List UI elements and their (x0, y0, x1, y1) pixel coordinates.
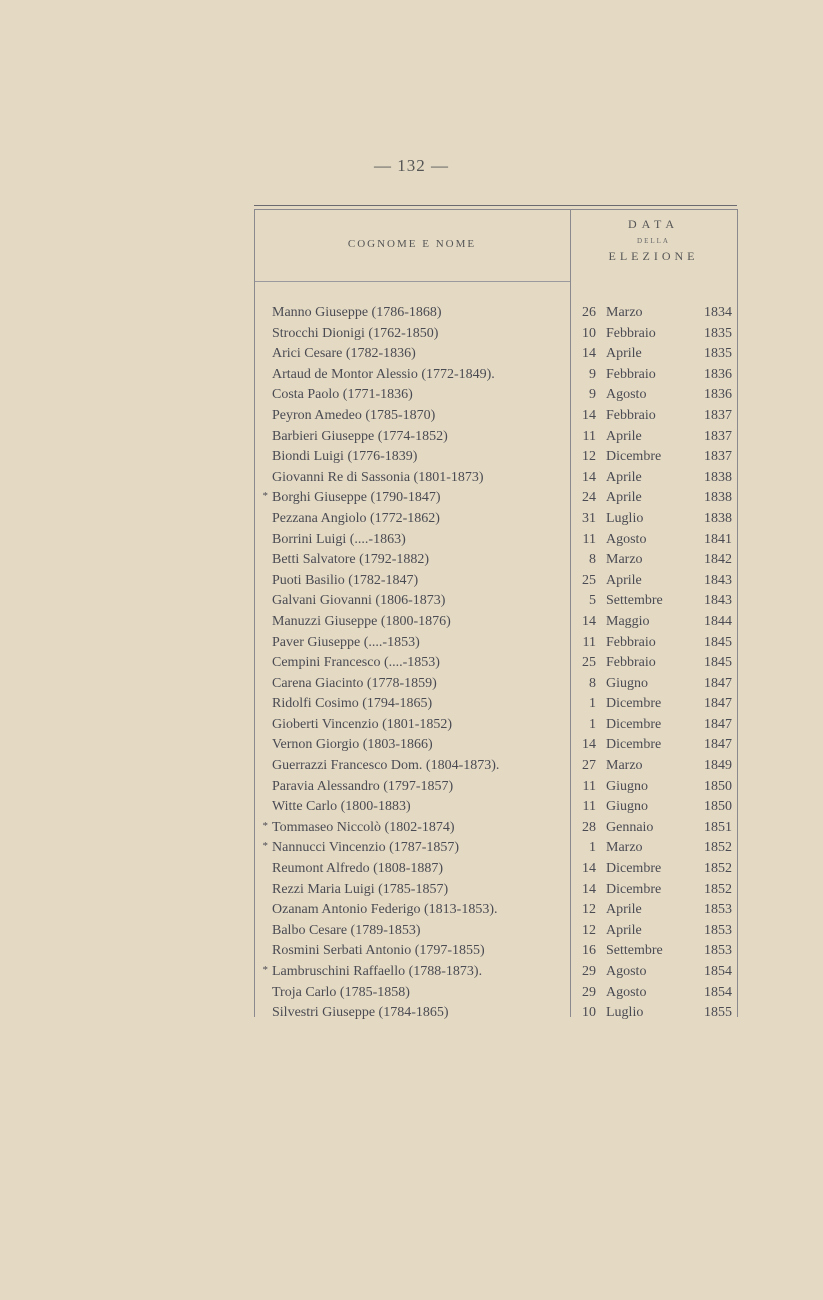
row-month: Dicembre (606, 861, 662, 877)
row-day: 8 (589, 552, 596, 568)
row-month: Giugno (606, 675, 648, 691)
row-year: 1843 (704, 593, 732, 609)
table-row (254, 674, 737, 695)
row-year: 1847 (704, 716, 732, 732)
table-row (254, 715, 737, 736)
row-month: Luglio (606, 510, 644, 526)
table-row (254, 694, 737, 715)
row-day: 14 (582, 407, 596, 423)
row-year: 1850 (704, 778, 732, 794)
table-row (254, 447, 737, 468)
row-month: Agosto (606, 984, 647, 1000)
row-month: Settembre (606, 593, 663, 609)
row-day: 26 (582, 305, 596, 320)
row-name: Ridolfi Cosimo (1794-1865) (272, 696, 433, 712)
row-name: Barbieri Giuseppe (1774-1852) (272, 428, 448, 444)
row-day: 12 (582, 922, 596, 938)
table-row (254, 859, 737, 880)
table-row (254, 571, 737, 592)
table-row (254, 468, 737, 489)
row-name: Puoti Basilio (1782-1847) (272, 572, 419, 588)
table-row (254, 941, 737, 962)
table-row (254, 427, 737, 448)
row-day: 16 (582, 943, 596, 959)
row-year: 1855 (704, 1005, 732, 1021)
row-name: Manno Giuseppe (1786-1868) (272, 305, 442, 320)
row-day: 29 (582, 984, 596, 1000)
row-month: Febbraio (606, 407, 656, 423)
row-name: Carena Giacinto (1778-1859) (272, 675, 437, 691)
row-name: Betti Salvatore (1792-1882) (272, 552, 430, 568)
row-month: Dicembre (606, 881, 662, 897)
row-year: 1842 (704, 552, 732, 568)
row-day: 14 (582, 469, 596, 485)
row-marker: * (262, 840, 268, 853)
row-name: Cempini Francesco (....-1853) (272, 655, 440, 671)
table-row (254, 612, 737, 633)
table-row (254, 900, 737, 921)
row-day: 25 (582, 572, 596, 588)
row-day: 12 (582, 902, 596, 918)
row-month: Febbraio (606, 325, 656, 341)
row-day: 11 (582, 428, 596, 444)
table-row (254, 633, 737, 654)
row-day: 1 (589, 840, 596, 856)
row-year: 1837 (704, 407, 732, 423)
election-table (254, 205, 737, 1021)
row-name: Rosmini Serbati Antonio (1797-1855) (272, 943, 485, 959)
column-rule-right (737, 209, 738, 1017)
table-row (254, 324, 737, 345)
row-day: 14 (582, 613, 596, 629)
row-name: Tommaseo Niccolò (1802-1874) (272, 819, 455, 835)
row-month: Agosto (606, 964, 647, 979)
row-name: Balbo Cesare (1789-1853) (272, 922, 421, 938)
row-day: 31 (582, 510, 596, 526)
table-row (254, 488, 737, 509)
row-name: Strocchi Dionigi (1762-1850) (272, 325, 439, 341)
row-year: 1853 (704, 943, 732, 959)
row-year: 1834 (704, 305, 732, 320)
table-row (254, 818, 737, 839)
row-month: Giugno (606, 799, 648, 815)
row-day: 14 (582, 737, 596, 753)
row-year: 1849 (704, 758, 732, 774)
row-day: 24 (582, 490, 596, 506)
row-year: 1838 (704, 510, 732, 526)
table-row (254, 880, 737, 901)
row-name: Galvani Giovanni (1806-1873) (272, 593, 446, 609)
row-name: Peyron Amedeo (1785-1870) (272, 407, 436, 423)
row-name: Giovanni Re di Sassonia (1801-1873) (272, 469, 484, 485)
row-name: Vernon Giorgio (1803-1866) (272, 737, 433, 753)
row-month: Aprile (606, 490, 642, 506)
row-year: 1854 (704, 984, 732, 1000)
row-marker: * (262, 819, 268, 832)
header-name-column: COGNOME E NOME (347, 238, 477, 250)
row-name: Borrini Luigi (....-1863) (272, 531, 406, 547)
row-month: Dicembre (606, 449, 662, 465)
row-year: 1838 (704, 469, 732, 485)
row-day: 5 (589, 593, 596, 609)
row-name: Rezzi Maria Luigi (1785-1857) (272, 881, 449, 897)
row-month: Agosto (606, 531, 647, 547)
row-name: Artaud de Montor Alessio (1772-1849). (272, 366, 495, 382)
table-top-rule (254, 205, 737, 206)
table-row (254, 1003, 737, 1024)
row-day: 27 (582, 758, 596, 774)
row-day: 11 (582, 778, 596, 794)
table-row (254, 756, 737, 777)
row-year: 1836 (704, 366, 732, 382)
row-name: Costa Paolo (1771-1836) (272, 387, 413, 403)
row-year: 1838 (704, 490, 732, 506)
row-name: Guerrazzi Francesco Dom. (1804-1873). (272, 758, 500, 774)
table-row (254, 735, 737, 756)
row-day: 9 (589, 366, 596, 382)
row-year: 1843 (704, 572, 732, 588)
table-row (254, 777, 737, 798)
row-day: 11 (582, 799, 596, 815)
row-day: 12 (582, 449, 596, 465)
row-year: 1851 (704, 819, 732, 835)
row-day: 8 (589, 675, 596, 691)
table-row (254, 406, 737, 427)
row-name: Ozanam Antonio Federigo (1813-1853). (272, 902, 498, 918)
row-month: Marzo (606, 758, 643, 774)
row-year: 1854 (704, 964, 732, 979)
row-year: 1847 (704, 737, 732, 753)
row-marker: * (262, 490, 268, 503)
row-year: 1844 (704, 613, 732, 629)
row-month: Febbraio (606, 655, 656, 671)
row-month: Marzo (606, 305, 643, 320)
table-row (254, 509, 737, 530)
row-day: 28 (582, 819, 596, 835)
row-month: Febbraio (606, 366, 656, 382)
row-month: Aprile (606, 469, 642, 485)
row-day: 10 (582, 1005, 596, 1021)
row-month: Gennaio (606, 819, 654, 835)
row-month: Aprile (606, 902, 642, 918)
row-month: Aprile (606, 346, 642, 362)
row-day: 10 (582, 325, 596, 341)
row-day: 9 (589, 387, 596, 403)
row-month: Marzo (606, 552, 643, 568)
row-name: Paver Giuseppe (....-1853) (272, 634, 420, 650)
row-name: Troja Carlo (1785-1858) (272, 984, 410, 1000)
row-year: 1845 (704, 655, 732, 671)
row-year: 1852 (704, 840, 732, 856)
row-day: 1 (589, 716, 596, 732)
row-year: 1845 (704, 634, 732, 650)
row-day: 25 (582, 655, 596, 671)
row-month: Aprile (606, 572, 642, 588)
row-day: 14 (582, 346, 596, 362)
row-month: Dicembre (606, 737, 662, 753)
table-row (254, 303, 737, 324)
row-year: 1835 (704, 346, 732, 362)
row-year: 1852 (704, 881, 732, 897)
row-name: Arici Cesare (1782-1836) (272, 346, 416, 362)
row-month: Settembre (606, 943, 663, 959)
table-row (254, 797, 737, 818)
row-month: Febbraio (606, 634, 656, 650)
row-name: Paravia Alessandro (1797-1857) (272, 778, 454, 794)
table-top-rule-inner (254, 209, 737, 210)
table-row (254, 530, 737, 551)
row-name: Nannucci Vincenzio (1787-1857) (272, 840, 460, 856)
row-month: Maggio (606, 613, 650, 629)
header-rule (254, 281, 570, 282)
row-month: Giugno (606, 778, 648, 794)
row-year: 1847 (704, 696, 732, 712)
row-year: 1847 (704, 675, 732, 691)
table-row (254, 921, 737, 942)
row-name: Gioberti Vincenzio (1801-1852) (272, 716, 453, 732)
row-year: 1836 (704, 387, 732, 403)
row-name: Borghi Giuseppe (1790-1847) (272, 490, 441, 506)
row-year: 1853 (704, 922, 732, 938)
row-year: 1841 (704, 531, 732, 547)
row-year: 1852 (704, 861, 732, 877)
table-row (254, 550, 737, 571)
row-name: Manuzzi Giuseppe (1800-1876) (272, 613, 451, 629)
row-month: Marzo (606, 840, 643, 856)
table-row (254, 591, 737, 612)
row-day: 14 (582, 861, 596, 877)
table-row (254, 838, 737, 859)
table-row (254, 962, 737, 983)
table-row (254, 653, 737, 674)
page-number: — 132 — (374, 156, 449, 175)
row-day: 29 (582, 964, 596, 979)
header-date-column-data: DATA (627, 217, 680, 231)
row-marker: * (262, 964, 268, 976)
row-name: Silvestri Giuseppe (1784-1865) (272, 1005, 449, 1021)
row-month: Aprile (606, 922, 642, 938)
table-row (254, 385, 737, 406)
row-name: Biondi Luigi (1776-1839) (272, 449, 418, 465)
row-year: 1837 (704, 428, 732, 444)
row-month: Dicembre (606, 696, 662, 712)
row-day: 14 (582, 881, 596, 897)
row-year: 1837 (704, 449, 732, 465)
row-name: Witte Carlo (1800-1883) (272, 799, 411, 815)
table-row (254, 344, 737, 365)
row-name: Lambruschini Raffaello (1788-1873). (272, 964, 483, 979)
row-month: Luglio (606, 1005, 644, 1021)
header-date-column-della: DELLA (637, 237, 670, 245)
row-name: Pezzana Angiolo (1772-1862) (272, 510, 440, 526)
table-body (254, 303, 737, 1024)
row-day: 11 (582, 634, 596, 650)
table-row (254, 365, 737, 386)
row-day: 11 (582, 531, 596, 547)
row-month: Aprile (606, 428, 642, 444)
row-month: Agosto (606, 387, 647, 403)
row-day: 1 (589, 696, 596, 712)
row-name: Reumont Alfredo (1808-1887) (272, 861, 444, 877)
row-year: 1850 (704, 799, 732, 815)
table-row (254, 983, 737, 1004)
row-month: Dicembre (606, 716, 662, 732)
row-year: 1853 (704, 902, 732, 918)
row-year: 1835 (704, 325, 732, 341)
header-date-column-elezione: ELEZIONE (608, 249, 699, 263)
